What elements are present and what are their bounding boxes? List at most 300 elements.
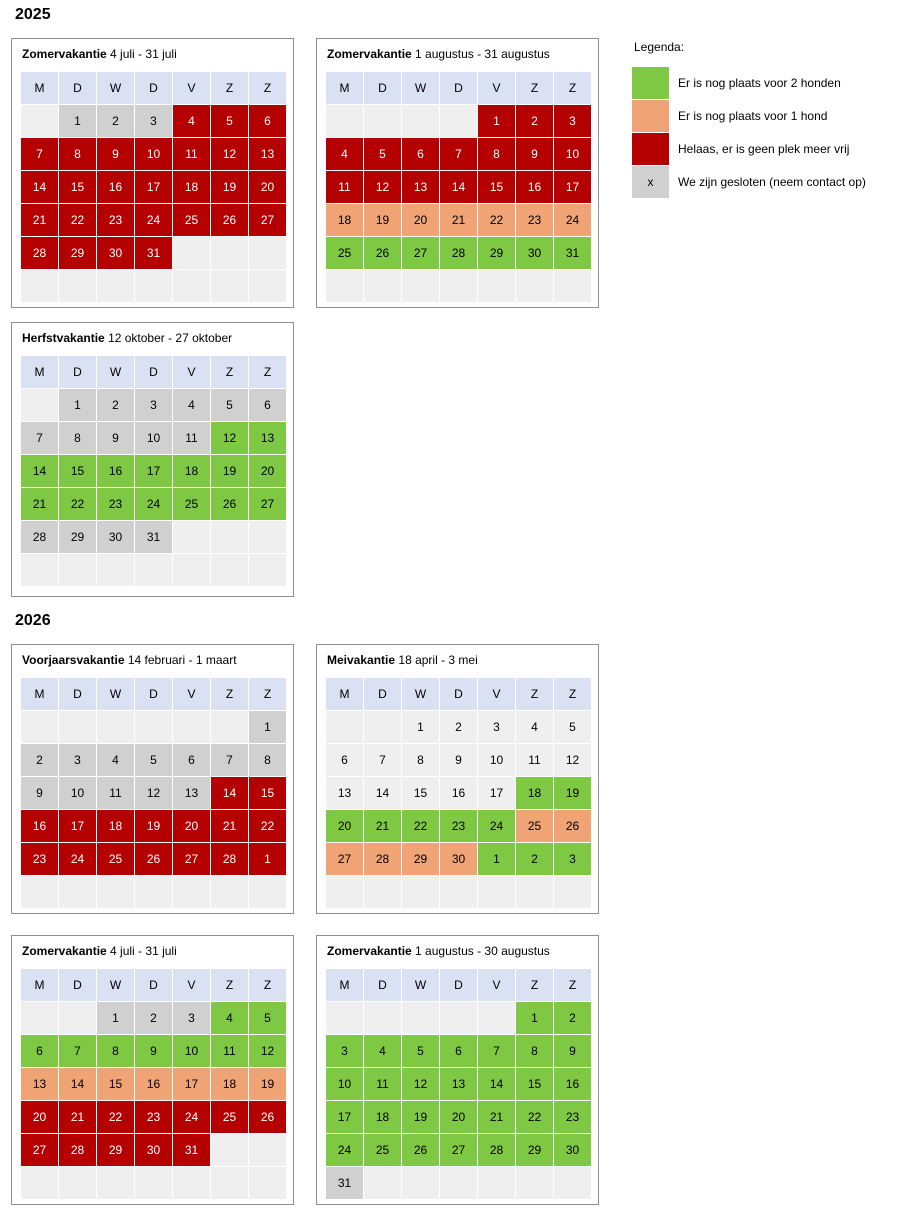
day-cell: 20 <box>249 171 286 203</box>
day-cell: 2 <box>97 105 134 137</box>
day-cell: 21 <box>364 810 401 842</box>
day-cell: 5 <box>554 711 591 743</box>
day-cell: 2 <box>554 1002 591 1034</box>
day-cell: 1 <box>402 711 439 743</box>
empty-cell <box>364 270 401 302</box>
day-cell: 29 <box>59 237 96 269</box>
day-cell: 20 <box>402 204 439 236</box>
empty-cell <box>21 1002 58 1034</box>
weekday-header: Z <box>516 969 553 1001</box>
day-cell: 3 <box>135 105 172 137</box>
day-cell: 6 <box>173 744 210 776</box>
day-cell: 8 <box>478 138 515 170</box>
weekday-header: D <box>59 969 96 1001</box>
empty-cell <box>554 1167 591 1199</box>
day-cell: 27 <box>440 1134 477 1166</box>
day-cell: 31 <box>135 521 172 553</box>
day-cell: 17 <box>135 171 172 203</box>
weekday-header: V <box>173 678 210 710</box>
day-cell: 19 <box>364 204 401 236</box>
day-cell: 1 <box>516 1002 553 1034</box>
day-cell: 1 <box>249 843 286 875</box>
empty-cell <box>135 876 172 908</box>
day-cell: 14 <box>21 171 58 203</box>
weekday-header: M <box>21 678 58 710</box>
day-cell: 12 <box>402 1068 439 1100</box>
day-cell: 16 <box>97 171 134 203</box>
date-range: 4 juli - 31 juli <box>110 944 177 958</box>
date-range: 18 april - 3 mei <box>398 653 478 667</box>
calendar-grid <box>326 678 591 908</box>
day-cell: 7 <box>440 138 477 170</box>
day-cell: 2 <box>516 105 553 137</box>
date-range: 12 oktober - 27 oktober <box>108 331 233 345</box>
empty-cell <box>364 105 401 137</box>
calendar-title <box>22 944 177 958</box>
day-cell: 26 <box>211 204 248 236</box>
calendar-panel <box>316 644 599 914</box>
day-cell: 4 <box>364 1035 401 1067</box>
empty-cell <box>59 1167 96 1199</box>
day-cell: 16 <box>516 171 553 203</box>
day-cell: 20 <box>326 810 363 842</box>
empty-cell <box>173 1167 210 1199</box>
empty-cell <box>211 237 248 269</box>
empty-cell <box>402 1002 439 1034</box>
day-cell: 28 <box>21 237 58 269</box>
day-cell: 20 <box>21 1101 58 1133</box>
day-cell: 22 <box>478 204 515 236</box>
empty-cell <box>249 270 286 302</box>
empty-cell <box>249 1134 286 1166</box>
day-cell: 11 <box>364 1068 401 1100</box>
day-cell: 11 <box>326 171 363 203</box>
empty-cell <box>402 105 439 137</box>
weekday-header: W <box>97 969 134 1001</box>
day-cell: 27 <box>326 843 363 875</box>
day-cell: 4 <box>173 389 210 421</box>
day-cell: 1 <box>478 843 515 875</box>
day-cell: 14 <box>478 1068 515 1100</box>
day-cell: 13 <box>326 777 363 809</box>
day-cell: 29 <box>97 1134 134 1166</box>
empty-cell <box>59 270 96 302</box>
empty-cell <box>402 876 439 908</box>
date-range: 1 augustus - 31 augustus <box>415 47 550 61</box>
day-cell: 10 <box>478 744 515 776</box>
day-cell: 25 <box>211 1101 248 1133</box>
empty-cell <box>21 554 58 586</box>
weekday-header: Z <box>249 969 286 1001</box>
day-cell: 12 <box>135 777 172 809</box>
day-cell: 8 <box>249 744 286 776</box>
year-heading-2025: 2025 <box>15 6 51 23</box>
day-cell: 8 <box>402 744 439 776</box>
day-cell: 23 <box>516 204 553 236</box>
day-cell: 13 <box>173 777 210 809</box>
day-cell: 9 <box>516 138 553 170</box>
calendar-panel <box>11 935 294 1205</box>
day-cell: 28 <box>59 1134 96 1166</box>
day-cell: 13 <box>249 138 286 170</box>
empty-cell <box>478 1002 515 1034</box>
day-cell: 31 <box>135 237 172 269</box>
day-cell: 22 <box>516 1101 553 1133</box>
legend-swatch-green <box>632 67 669 99</box>
day-cell: 15 <box>516 1068 553 1100</box>
weekday-header: D <box>135 72 172 104</box>
weekday-header: Z <box>211 678 248 710</box>
day-cell: 3 <box>554 843 591 875</box>
day-cell: 29 <box>59 521 96 553</box>
calendar-title <box>22 47 177 61</box>
day-cell: 17 <box>135 455 172 487</box>
empty-cell <box>364 1002 401 1034</box>
empty-cell <box>21 389 58 421</box>
day-cell: 20 <box>173 810 210 842</box>
day-cell: 30 <box>97 521 134 553</box>
calendar-panel <box>11 322 294 597</box>
day-cell: 5 <box>364 138 401 170</box>
empty-cell <box>326 876 363 908</box>
day-cell: 16 <box>440 777 477 809</box>
vacation-name: Zomervakantie <box>327 47 412 61</box>
day-cell: 11 <box>516 744 553 776</box>
weekday-header: Z <box>211 969 248 1001</box>
vacation-name: Zomervakantie <box>327 944 412 958</box>
weekday-header: D <box>59 678 96 710</box>
empty-cell <box>249 554 286 586</box>
day-cell: 12 <box>554 744 591 776</box>
empty-cell <box>364 711 401 743</box>
day-cell: 1 <box>478 105 515 137</box>
day-cell: 9 <box>440 744 477 776</box>
day-cell: 21 <box>21 204 58 236</box>
empty-cell <box>97 554 134 586</box>
day-cell: 7 <box>21 422 58 454</box>
empty-cell <box>173 521 210 553</box>
empty-cell <box>59 711 96 743</box>
day-cell: 19 <box>211 171 248 203</box>
weekday-header: W <box>402 969 439 1001</box>
day-cell: 9 <box>135 1035 172 1067</box>
day-cell: 26 <box>249 1101 286 1133</box>
day-cell: 10 <box>135 422 172 454</box>
day-cell: 27 <box>402 237 439 269</box>
empty-cell <box>364 876 401 908</box>
day-cell: 27 <box>249 488 286 520</box>
day-cell: 12 <box>249 1035 286 1067</box>
empty-cell <box>173 554 210 586</box>
day-cell: 15 <box>478 171 515 203</box>
empty-cell <box>440 105 477 137</box>
day-cell: 13 <box>21 1068 58 1100</box>
legend-item <box>632 99 902 132</box>
day-cell: 13 <box>402 171 439 203</box>
day-cell: 1 <box>249 711 286 743</box>
day-cell: 11 <box>211 1035 248 1067</box>
day-cell: 23 <box>554 1101 591 1133</box>
weekday-header: Z <box>211 72 248 104</box>
weekday-header: W <box>402 678 439 710</box>
day-cell: 28 <box>440 237 477 269</box>
empty-cell <box>211 876 248 908</box>
legend-label: Er is nog plaats voor 2 honden <box>678 75 841 90</box>
day-cell: 20 <box>440 1101 477 1133</box>
date-range: 4 juli - 31 juli <box>110 47 177 61</box>
weekday-header: M <box>21 969 58 1001</box>
day-cell: 26 <box>135 843 172 875</box>
empty-cell <box>135 1167 172 1199</box>
empty-cell <box>554 270 591 302</box>
empty-cell <box>97 1167 134 1199</box>
weekday-header: Z <box>249 678 286 710</box>
empty-cell <box>21 1167 58 1199</box>
empty-cell <box>440 270 477 302</box>
day-cell: 31 <box>554 237 591 269</box>
day-cell: 22 <box>97 1101 134 1133</box>
day-cell: 6 <box>440 1035 477 1067</box>
day-cell: 24 <box>59 843 96 875</box>
day-cell: 7 <box>211 744 248 776</box>
day-cell: 21 <box>59 1101 96 1133</box>
day-cell: 3 <box>478 711 515 743</box>
empty-cell <box>135 270 172 302</box>
day-cell: 2 <box>97 389 134 421</box>
day-cell: 9 <box>554 1035 591 1067</box>
day-cell: 23 <box>97 204 134 236</box>
day-cell: 28 <box>21 521 58 553</box>
day-cell: 18 <box>211 1068 248 1100</box>
empty-cell <box>440 876 477 908</box>
day-cell: 11 <box>173 138 210 170</box>
weekday-header: V <box>173 72 210 104</box>
empty-cell <box>211 270 248 302</box>
empty-cell <box>135 554 172 586</box>
legend-label: Er is nog plaats voor 1 hond <box>678 108 828 123</box>
day-cell: 18 <box>326 204 363 236</box>
day-cell: 24 <box>478 810 515 842</box>
weekday-header: D <box>135 678 172 710</box>
calendar-grid <box>21 356 286 586</box>
day-cell: 9 <box>97 138 134 170</box>
weekday-header: Z <box>249 356 286 388</box>
day-cell: 5 <box>135 744 172 776</box>
day-cell: 15 <box>402 777 439 809</box>
day-cell: 6 <box>249 105 286 137</box>
day-cell: 4 <box>516 711 553 743</box>
weekday-header: W <box>97 72 134 104</box>
legend-label: Helaas, er is geen plek meer vrij <box>678 141 850 156</box>
day-cell: 2 <box>21 744 58 776</box>
day-cell: 12 <box>211 138 248 170</box>
weekday-header: M <box>326 72 363 104</box>
day-cell: 3 <box>59 744 96 776</box>
day-cell: 15 <box>97 1068 134 1100</box>
calendar-title <box>327 944 550 958</box>
weekday-header: D <box>135 356 172 388</box>
year-heading-2026: 2026 <box>15 612 51 629</box>
vacation-name: Zomervakantie <box>22 944 107 958</box>
weekday-header: M <box>326 678 363 710</box>
day-cell: 14 <box>440 171 477 203</box>
day-cell: 8 <box>59 138 96 170</box>
calendar-title <box>327 653 478 667</box>
day-cell: 30 <box>440 843 477 875</box>
day-cell: 17 <box>326 1101 363 1133</box>
day-cell: 26 <box>211 488 248 520</box>
weekday-header: V <box>478 678 515 710</box>
weekday-header: W <box>402 72 439 104</box>
day-cell: 29 <box>478 237 515 269</box>
day-cell: 16 <box>554 1068 591 1100</box>
day-cell: 26 <box>554 810 591 842</box>
empty-cell <box>478 876 515 908</box>
weekday-header: Z <box>249 72 286 104</box>
day-cell: 21 <box>211 810 248 842</box>
calendar-panel <box>11 644 294 914</box>
weekday-header: W <box>97 678 134 710</box>
day-cell: 23 <box>21 843 58 875</box>
weekday-header: D <box>440 969 477 1001</box>
day-cell: 24 <box>135 488 172 520</box>
empty-cell <box>516 270 553 302</box>
empty-cell <box>211 554 248 586</box>
day-cell: 9 <box>21 777 58 809</box>
day-cell: 27 <box>21 1134 58 1166</box>
empty-cell <box>440 1167 477 1199</box>
day-cell: 13 <box>249 422 286 454</box>
calendar-panel <box>11 38 294 308</box>
day-cell: 9 <box>97 422 134 454</box>
vacation-name: Zomervakantie <box>22 47 107 61</box>
weekday-header: M <box>326 969 363 1001</box>
day-cell: 3 <box>554 105 591 137</box>
day-cell: 6 <box>21 1035 58 1067</box>
empty-cell <box>21 711 58 743</box>
calendar-title <box>22 331 232 345</box>
vacation-name: Herfstvakantie <box>22 331 105 345</box>
day-cell: 19 <box>135 810 172 842</box>
day-cell: 7 <box>21 138 58 170</box>
weekday-header: D <box>59 356 96 388</box>
empty-cell <box>211 521 248 553</box>
day-cell: 28 <box>478 1134 515 1166</box>
weekday-header: V <box>173 356 210 388</box>
day-cell: 22 <box>59 204 96 236</box>
day-cell: 20 <box>249 455 286 487</box>
weekday-header: D <box>440 72 477 104</box>
day-cell: 22 <box>402 810 439 842</box>
day-cell: 10 <box>59 777 96 809</box>
weekday-header: D <box>364 969 401 1001</box>
day-cell: 15 <box>59 455 96 487</box>
empty-cell <box>516 1167 553 1199</box>
day-cell: 17 <box>478 777 515 809</box>
day-cell: 21 <box>21 488 58 520</box>
day-cell: 19 <box>402 1101 439 1133</box>
day-cell: 4 <box>326 138 363 170</box>
day-cell: 26 <box>402 1134 439 1166</box>
day-cell: 15 <box>59 171 96 203</box>
calendar-title <box>22 653 237 667</box>
day-cell: 29 <box>402 843 439 875</box>
legend-label: We zijn gesloten (neem contact op) <box>678 174 866 189</box>
day-cell: 1 <box>59 389 96 421</box>
day-cell: 25 <box>364 1134 401 1166</box>
day-cell: 16 <box>135 1068 172 1100</box>
day-cell: 1 <box>97 1002 134 1034</box>
day-cell: 21 <box>440 204 477 236</box>
day-cell: 18 <box>364 1101 401 1133</box>
empty-cell <box>211 711 248 743</box>
day-cell: 5 <box>211 105 248 137</box>
empty-cell <box>326 270 363 302</box>
day-cell: 3 <box>173 1002 210 1034</box>
day-cell: 27 <box>173 843 210 875</box>
day-cell: 30 <box>516 237 553 269</box>
empty-cell <box>402 270 439 302</box>
weekday-header: V <box>478 969 515 1001</box>
day-cell: 8 <box>516 1035 553 1067</box>
day-cell: 24 <box>326 1134 363 1166</box>
day-cell: 8 <box>59 422 96 454</box>
legend-swatch-red <box>632 133 669 165</box>
day-cell: 11 <box>173 422 210 454</box>
weekday-header: W <box>97 356 134 388</box>
empty-cell <box>249 521 286 553</box>
empty-cell <box>249 876 286 908</box>
day-cell: 14 <box>21 455 58 487</box>
empty-cell <box>211 1134 248 1166</box>
weekday-header: D <box>440 678 477 710</box>
day-cell: 16 <box>21 810 58 842</box>
weekday-header: M <box>21 72 58 104</box>
day-cell: 27 <box>249 204 286 236</box>
weekday-header: D <box>135 969 172 1001</box>
empty-cell <box>364 1167 401 1199</box>
day-cell: 5 <box>249 1002 286 1034</box>
day-cell: 25 <box>326 237 363 269</box>
day-cell: 7 <box>478 1035 515 1067</box>
day-cell: 24 <box>135 204 172 236</box>
day-cell: 14 <box>59 1068 96 1100</box>
weekday-header: D <box>59 72 96 104</box>
day-cell: 22 <box>59 488 96 520</box>
day-cell: 21 <box>478 1101 515 1133</box>
weekday-header: Z <box>554 72 591 104</box>
calendar-panel <box>316 38 599 308</box>
day-cell: 29 <box>516 1134 553 1166</box>
legend-item <box>632 66 902 99</box>
day-cell: 15 <box>249 777 286 809</box>
day-cell: 10 <box>326 1068 363 1100</box>
day-cell: 10 <box>554 138 591 170</box>
calendar-grid <box>21 969 286 1199</box>
day-cell: 6 <box>249 389 286 421</box>
empty-cell <box>516 876 553 908</box>
empty-cell <box>21 270 58 302</box>
day-cell: 8 <box>97 1035 134 1067</box>
calendar-panel <box>316 935 599 1205</box>
empty-cell <box>97 876 134 908</box>
day-cell: 1 <box>59 105 96 137</box>
day-cell: 30 <box>97 237 134 269</box>
day-cell: 28 <box>364 843 401 875</box>
day-cell: 19 <box>211 455 248 487</box>
day-cell: 22 <box>249 810 286 842</box>
empty-cell <box>249 237 286 269</box>
